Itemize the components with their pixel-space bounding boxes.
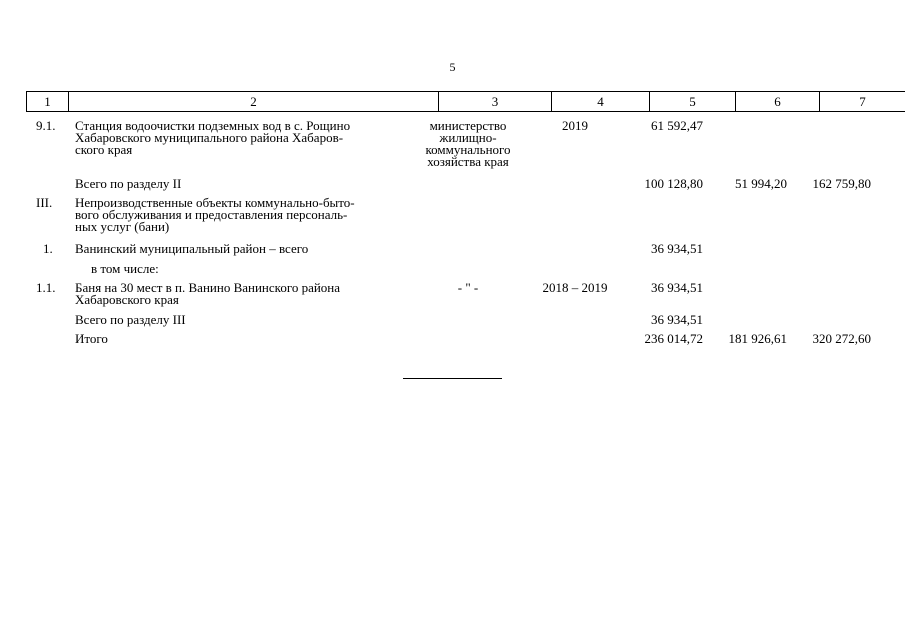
organization-line: хозяйства края <box>427 154 509 169</box>
organization-line: коммунального <box>425 142 511 157</box>
value-col-5: 236 014,72 <box>644 331 703 346</box>
header-col-1: 1 <box>27 92 69 111</box>
value-col-6: 181 926,61 <box>728 331 787 346</box>
section-name-line: ных услуг (бани) <box>75 219 170 234</box>
header-col-5: 5 <box>650 92 736 111</box>
including-label: в том числе: <box>91 261 159 276</box>
header-col-4: 4 <box>552 92 650 111</box>
organization-line: министерство <box>429 118 507 133</box>
row-number: 1.1. <box>36 280 56 295</box>
row-number: 1. <box>43 241 53 256</box>
organization-line: жилищно- <box>439 130 497 145</box>
header-col-2: 2 <box>69 92 439 111</box>
years: 2018 – 2019 <box>542 280 608 295</box>
row-number: 9.1. <box>36 118 56 133</box>
header-col-3: 3 <box>439 92 552 111</box>
value-col-5: 36 934,51 <box>651 241 703 256</box>
object-name-line: Хабаровского края <box>75 292 179 307</box>
years: 2019 <box>562 118 588 133</box>
section-name-line: вого обслуживания и предоставления персональ- <box>75 207 348 222</box>
object-name-line: Баня на 30 мест в п. Ванино Ванинского района <box>75 280 341 295</box>
object-name-line: Хабаровского муниципального района Хабаров- <box>75 130 344 145</box>
organization-ditto: - " - <box>457 280 479 295</box>
object-name-line: ского края <box>75 142 133 157</box>
header-col-7: 7 <box>859 94 866 109</box>
value-col-6: 51 994,20 <box>735 176 787 191</box>
end-rule <box>403 378 502 379</box>
section-name-line: Непроизводственные объекты коммунально-быто- <box>75 195 355 210</box>
district-name: Ванинский муниципальный район – всего <box>75 241 309 256</box>
header-col-6: 6 <box>736 92 820 111</box>
object-name-line: Станция водоочистки подземных вод в с. Рощино <box>75 118 351 133</box>
value-col-7: 320 272,60 <box>812 331 871 346</box>
value-col-5: 100 128,80 <box>644 176 703 191</box>
value-col-5: 36 934,51 <box>651 280 703 295</box>
table-header <box>26 91 905 112</box>
section-total-label: Всего по разделу III <box>75 312 186 327</box>
section-number: III. <box>36 195 53 210</box>
section-total-label: Всего по разделу II <box>75 176 182 191</box>
value-col-5: 36 934,51 <box>651 312 703 327</box>
value-col-5: 61 592,47 <box>651 118 703 133</box>
grand-total-label: Итого <box>75 331 108 346</box>
page-number: 5 <box>449 60 456 74</box>
value-col-7: 162 759,80 <box>812 176 871 191</box>
